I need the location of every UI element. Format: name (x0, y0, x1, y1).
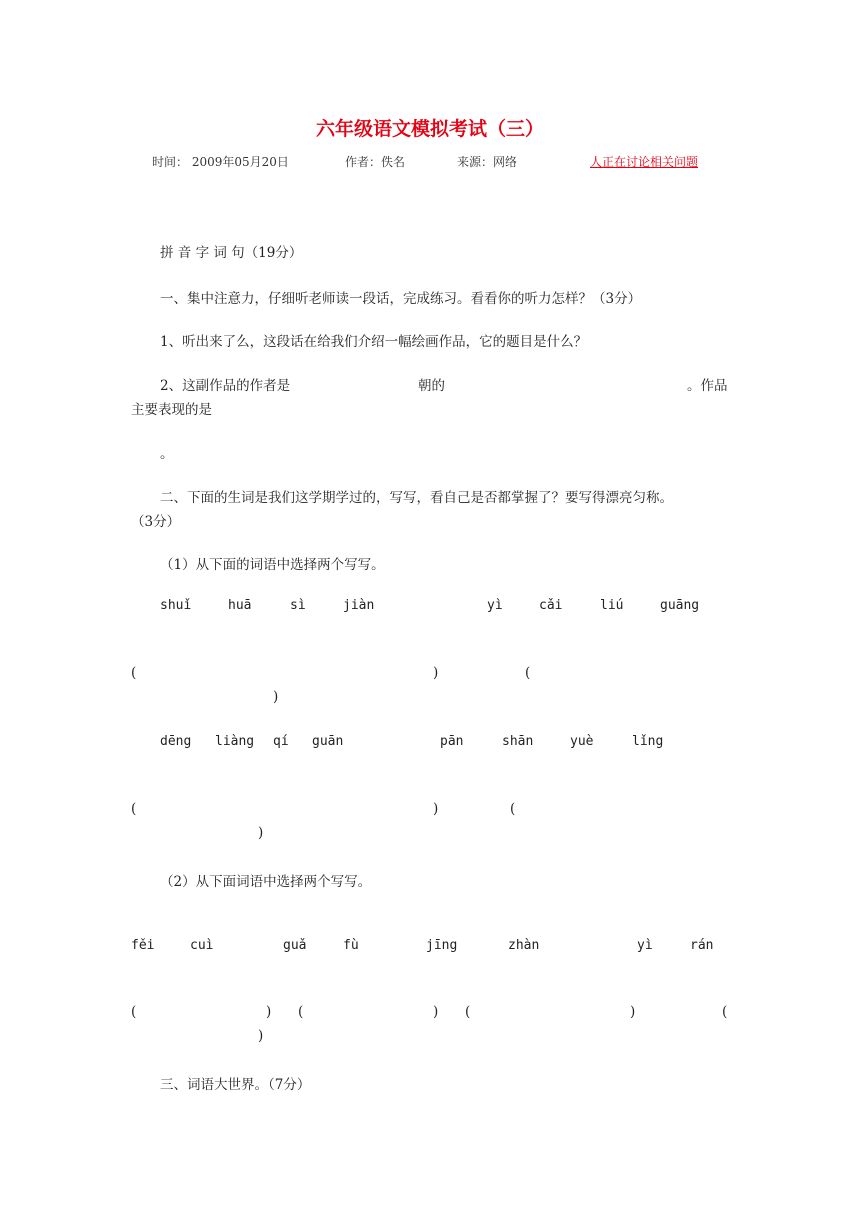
pinyin-syllable: rán (690, 938, 714, 953)
pinyin-syllable: liú (600, 598, 624, 613)
pinyin-syllable: huā (228, 598, 252, 613)
answer-blank-open: ( (525, 665, 531, 681)
pinyin-syllable: guāng (660, 598, 700, 613)
pinyin-syllable: guǎ (283, 938, 307, 953)
pinyin-syllable: zhàn (508, 938, 540, 953)
answer-blank-open: ( (131, 801, 137, 817)
question-1-prompt: 一、集中注意力，仔细听老师读一段话，完成练习。看看你的听力怎样？（3分） (160, 291, 642, 307)
discussion-link[interactable]: 人正在讨论相关问题 (590, 155, 699, 169)
answer-blank-close: ) (433, 1004, 439, 1020)
pinyin-syllable: yì (487, 598, 503, 613)
pinyin-syllable: fù (343, 938, 359, 953)
answer-blank-open: ( (298, 1004, 304, 1020)
answer-blank-close: ) (266, 1004, 272, 1020)
question-2-sub-2: （2）从下面词语中选择两个写写。 (160, 874, 372, 890)
pinyin-syllable: sì (290, 598, 306, 613)
answer-blank-close: ) (258, 1028, 264, 1044)
answer-blank-close: ) (433, 665, 439, 681)
question-1-item-2-part-d: 主要表现的是 (131, 402, 212, 418)
answer-blank-open: ( (510, 801, 516, 817)
pinyin-syllable: shuǐ (160, 598, 192, 613)
pinyin-syllable: guān (312, 734, 344, 749)
pinyin-syllable: yì (637, 938, 653, 953)
meta-source: 来源：网络 (457, 155, 518, 169)
answer-blank-close: ) (630, 1004, 636, 1020)
pinyin-syllable: jīng (426, 938, 458, 953)
answer-blank-open: ( (465, 1004, 471, 1020)
meta-time: 时间： 2009年05月20日 (152, 155, 289, 169)
section-heading: 拼 音 字 词 句（19分） (160, 245, 303, 261)
question-1-item-2-end: 。 (160, 446, 174, 462)
page-title: 六年级语文模拟考试（三） (315, 118, 544, 140)
question-1-item-2-part-c: 。作品 (687, 378, 728, 394)
answer-blank-close: ) (273, 689, 279, 705)
question-1-item-2-part-a: 2、这副作品的作者是 (160, 378, 291, 394)
answer-blank-open: ( (131, 1004, 137, 1020)
pinyin-syllable: jiàn (343, 598, 375, 613)
pinyin-syllable: dēng (160, 734, 192, 749)
question-1-item-1: 1、听出来了么，这段话在给我们介绍一幅绘画作品，它的题目是什么？ (160, 334, 588, 350)
pinyin-syllable: cuì (190, 938, 214, 953)
answer-blank-close: ) (258, 825, 264, 841)
answer-blank-open: ( (131, 665, 137, 681)
pinyin-syllable: fěi (131, 938, 155, 953)
answer-blank-close: ) (433, 801, 439, 817)
meta-author: 作者：佚名 (345, 155, 406, 169)
pinyin-syllable: liàng (215, 734, 255, 749)
question-2-sub-1: （1）从下面的词语中选择两个写写。 (160, 557, 385, 573)
pinyin-syllable: cǎi (539, 598, 563, 613)
question-1-item-2-part-b: 朝的 (418, 378, 445, 394)
question-3-prompt: 三、词语大世界。（7分） (160, 1077, 311, 1093)
pinyin-syllable: pān (440, 734, 464, 749)
pinyin-syllable: lǐng (632, 734, 664, 749)
question-2-prompt: 二、下面的生词是我们这学期学过的，写写，看自己是否都掌握了？要写得漂亮匀称。 (160, 490, 673, 506)
pinyin-syllable: shān (502, 734, 534, 749)
pinyin-syllable: qí (273, 734, 289, 749)
question-2-points: （3分） (131, 514, 181, 530)
pinyin-syllable: yuè (570, 734, 594, 749)
answer-blank-open: ( (722, 1004, 728, 1020)
